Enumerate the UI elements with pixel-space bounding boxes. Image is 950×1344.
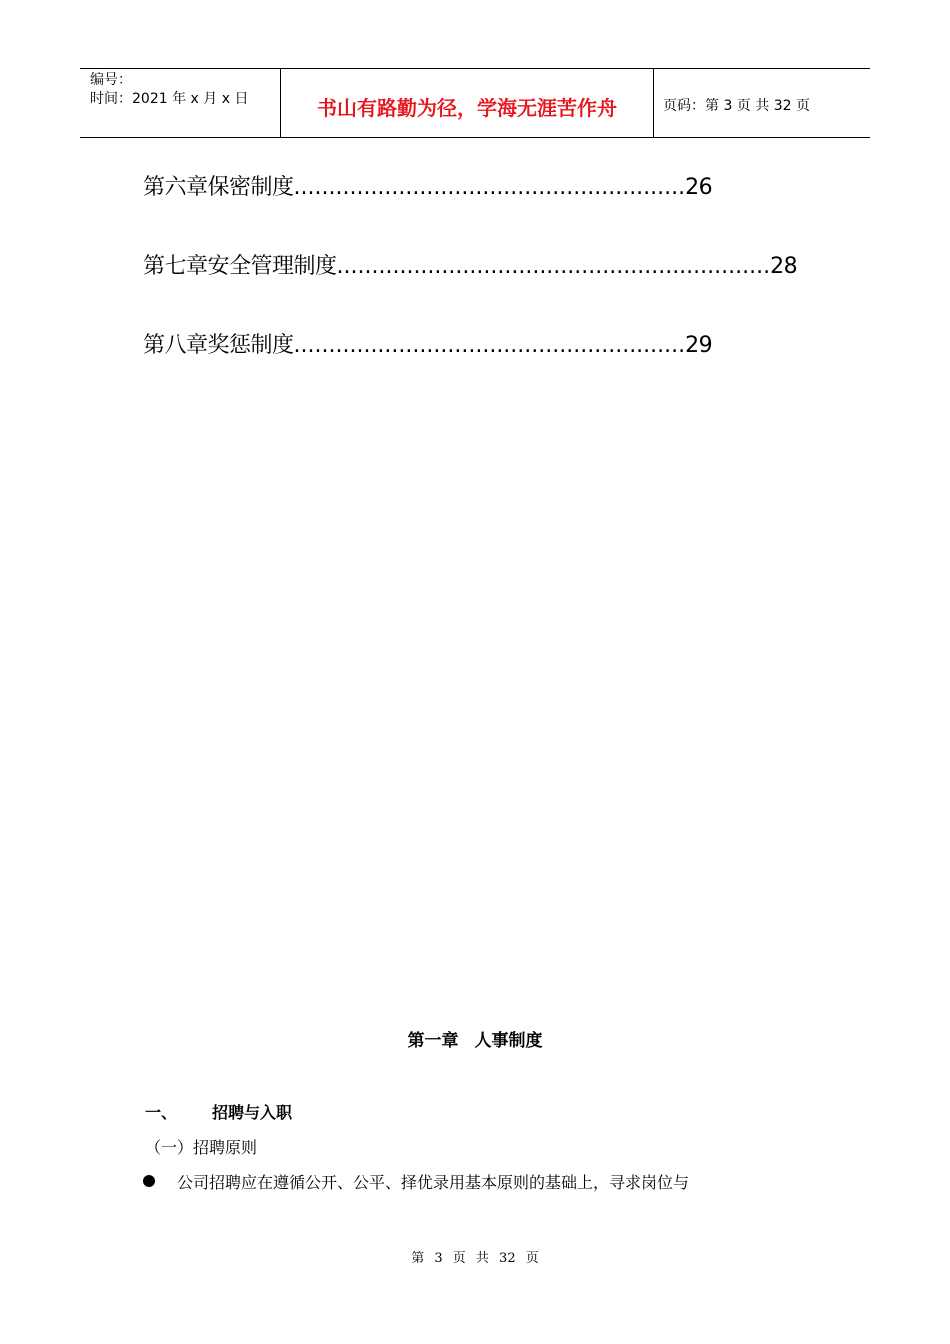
page-header (80, 68, 870, 138)
toc-entry-page: 28 (770, 254, 798, 279)
chapter-number: 第一章 (407, 1031, 459, 1051)
header-motto: 书山有路勤为径，学海无涯苦作舟 (281, 69, 654, 137)
toc-entry-title: 第七章安全管理制度 (143, 254, 337, 279)
header-page-info: 页码：第 3 页 共 32 页 (663, 98, 810, 114)
toc-entry-page: 29 (685, 333, 713, 358)
chapter-title (0, 1026, 950, 1051)
toc-entry-dots: ........................................................ (293, 333, 686, 358)
serial-label: 编号： (90, 72, 132, 88)
subsection-heading: （一）招聘原则 (145, 1138, 258, 1157)
toc-entry (143, 249, 797, 280)
bullet-icon (143, 1175, 155, 1187)
toc-entry-title: 第八章奖惩制度 (143, 333, 294, 358)
bullet-paragraph (143, 1170, 689, 1193)
toc-entry-dots: .............................................................. (336, 254, 771, 279)
toc-entry-dots: ........................................................ (293, 175, 686, 200)
section-heading (145, 1100, 292, 1123)
date-text: 时间：2021 年 x 月 x 日 (90, 91, 249, 107)
header-meta (80, 69, 281, 137)
toc-entry (143, 328, 712, 359)
toc-entry-title: 第六章保密制度 (143, 175, 294, 200)
section-title: 招聘与入职 (212, 1103, 293, 1122)
toc-entry-page: 26 (685, 175, 713, 200)
toc-entry (143, 170, 712, 201)
section-number: 一、 (145, 1103, 178, 1122)
bullet-text: 公司招聘应在遵循公开、公平、择优录用基本原则的基础上，寻求岗位与 (177, 1173, 690, 1192)
chapter-name: 人事制度 (474, 1031, 543, 1051)
page-footer: 第 3 页 共 32 页 (411, 1251, 539, 1266)
